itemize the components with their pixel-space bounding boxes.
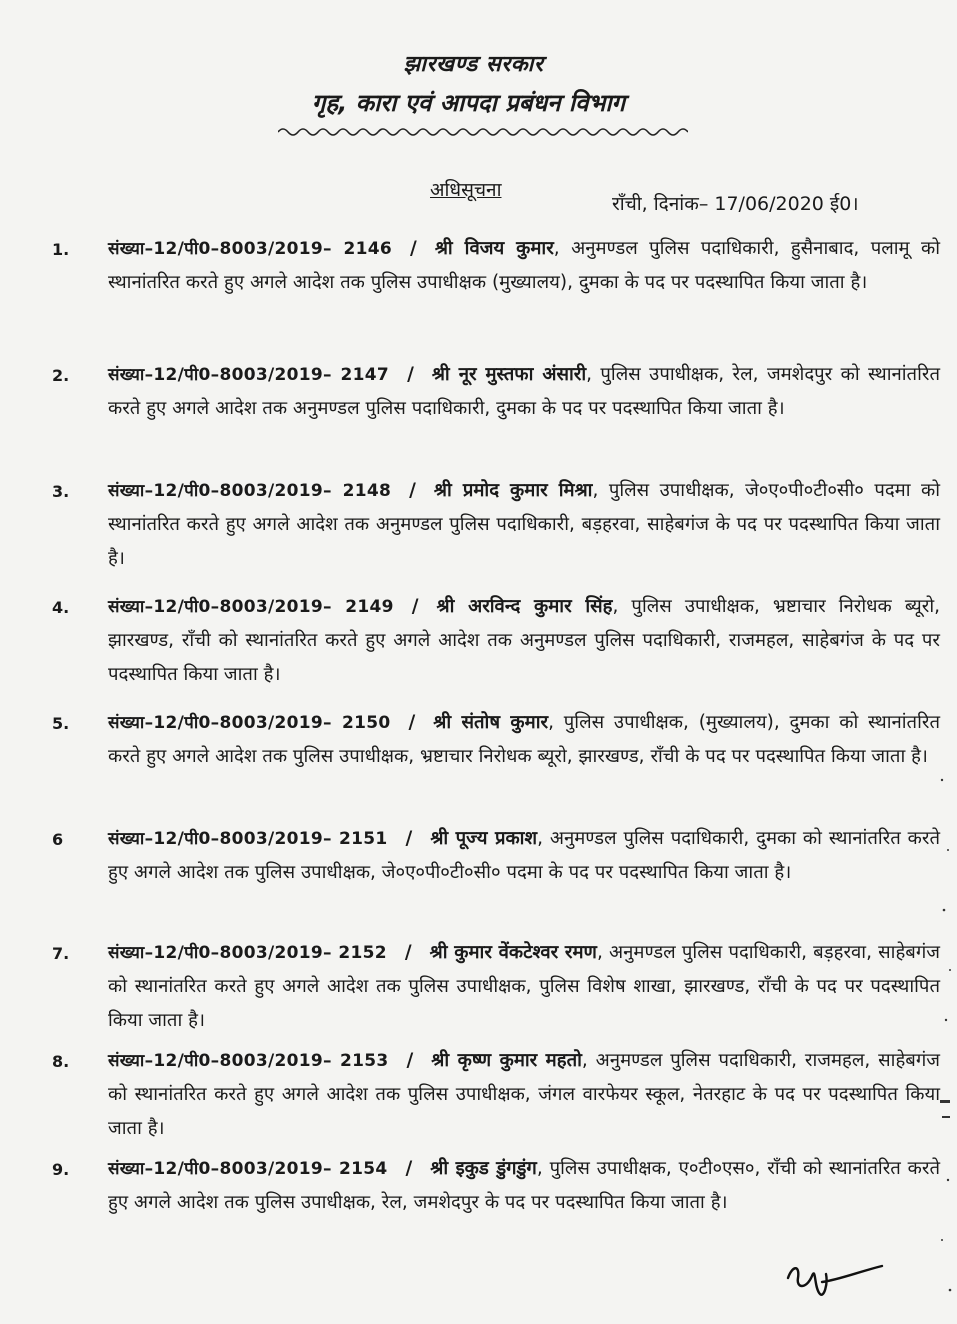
officer-name: श्री विजय कुमार: [434, 238, 554, 259]
signature-mark: [778, 1248, 888, 1308]
item-body: [108, 358, 940, 426]
department-title: गृह, कारा एवं आपदा प्रबंधन विभाग: [311, 89, 626, 117]
item-number: 5.: [52, 714, 70, 733]
separator: /: [404, 942, 412, 963]
officer-name: श्री संतोष कुमार: [433, 712, 549, 733]
separator: /: [411, 596, 419, 617]
order-reference: संख्या–12/पी0–8003/2019– 2151: [108, 829, 388, 849]
order-reference: संख्या–12/पी0–8003/2019– 2148: [108, 481, 392, 501]
item-body: [108, 822, 940, 890]
separator: /: [410, 238, 417, 259]
item-number: 9.: [52, 1160, 70, 1179]
separator: /: [407, 364, 414, 385]
item-body: [108, 1044, 940, 1146]
order-reference: संख्या–12/पी0–8003/2019– 2146: [108, 239, 393, 259]
officer-name: श्री कुमार वेंकटेश्वर रमण: [429, 942, 597, 963]
scan-edge-marks: [936, 760, 956, 1320]
order-text: , अनुमण्डल पुलिस पदाधिकारी, बड़हरवा, साहेबगंज को स्थानांतरित करते हुए अगले आदेश तक पुलिस उपाधीक्षक, पुलिस विशेष शाखा, झारखण्ड, राँची के पद पर पदस्थापित किया जाता है।: [108, 942, 940, 1031]
item-number: 3.: [52, 482, 70, 501]
officer-name: श्री कृष्ण कुमार महतो: [431, 1050, 582, 1071]
order-text: , पुलिस उपाधीक्षक, (मुख्यालय), दुमका को स्थानांतरित करते हुए अगले आदेश तक पुलिस उपाधीक्षक, भ्रष्टाचार निरोधक ब्यूरो, झारखण्ड, राँची के पद पर पदस्थापित किया जाता है।: [108, 712, 940, 767]
item-body: [108, 590, 940, 692]
document-header: [0, 48, 957, 119]
item-number: 1.: [52, 240, 70, 259]
separator: /: [408, 712, 416, 733]
government-title: झारखण्ड सरकार: [403, 52, 544, 77]
order-text: , अनुमण्डल पुलिस पदाधिकारी, हुसैनाबाद, पलामू को स्थानांतरित करते हुए अगले आदेश तक पुलिस उपाधीक्षक (मुख्यालय), दुमका के पद पर पदस्थापित किया जाता है।: [108, 238, 941, 293]
item-number: 8.: [52, 1052, 70, 1071]
notification-heading: अधिसूचना: [430, 179, 502, 201]
order-reference: संख्या–12/पी0–8003/2019– 2149: [108, 597, 394, 617]
order-text: , पुलिस उपाधीक्षक, ए०टी०एस०, राँची को स्थानांतरित करते हुए अगले आदेश तक पुलिस उपाधीक्षक, रेल, जमशेदपुर के पद पर पदस्थापित किया जाता है।: [108, 1158, 941, 1213]
separator: /: [405, 1158, 413, 1179]
item-number: 6: [52, 830, 64, 849]
order-reference: संख्या–12/पी0–8003/2019– 2152: [108, 943, 387, 963]
order-reference: संख्या–12/पी0–8003/2019– 2147: [108, 365, 390, 385]
order-text: , अनुमण्डल पुलिस पदाधिकारी, राजमहल, साहेबगंज को स्थानांतरित करते हुए अगले आदेश तक पुलिस उपाधीक्षक, जंगल वारफेयर स्कूल, नेतरहाट के पद पर पदस्थापित किया जाता है।: [108, 1050, 940, 1139]
order-text: , अनुमण्डल पुलिस पदाधिकारी, दुमका को स्थानांतरित करते हुए अगले आदेश तक पुलिस उपाधीक्षक, जे०ए०पी०टी०सी० पदमा के पद पर पदस्थापित किया जाता है।: [108, 828, 940, 883]
order-reference: संख्या–12/पी0–8003/2019– 2153: [108, 1051, 389, 1071]
notification-date: राँची, दिनांक– 17/06/2020 ई0।: [612, 193, 859, 215]
order-reference: संख्या–12/पी0–8003/2019– 2154: [108, 1159, 388, 1179]
item-body: [108, 474, 940, 576]
item-body: [108, 706, 940, 774]
item-body: [108, 232, 940, 300]
item-body: [108, 1152, 940, 1220]
officer-name: श्री इकुड डुंगडुंग: [430, 1158, 537, 1179]
officer-name: श्री अरविन्द कुमार सिंह: [436, 596, 613, 617]
order-text: , पुलिस उपाधीक्षक, भ्रष्टाचार निरोधक ब्यूरो, झारखण्ड, राँची को स्थानांतरित करते हुए अगले आदेश तक अनुमण्डल पुलिस पदाधिकारी, राजमहल, साहेबगंज के पद पर पदस्थापित किया जाता है।: [108, 596, 941, 685]
wavy-underline-divider: [278, 124, 688, 140]
separator: /: [406, 1050, 414, 1071]
item-body: [108, 936, 940, 1038]
item-number: 2.: [52, 366, 70, 385]
item-number: 4.: [52, 598, 70, 617]
separator: /: [409, 480, 416, 501]
officer-name: श्री पूज्य प्रकाश: [430, 828, 538, 849]
item-number: 7.: [52, 944, 70, 963]
separator: /: [405, 828, 413, 849]
order-text: , पुलिस उपाधीक्षक, रेल, जमशेदपुर को स्थानांतरित करते हुए अगले आदेश तक अनुमण्डल पुलिस पदाधिकारी, दुमका के पद पर पदस्थापित किया जाता है।: [108, 364, 940, 419]
officer-name: श्री प्रमोद कुमार मिश्रा: [433, 480, 593, 501]
order-text: , पुलिस उपाधीक्षक, जे०ए०पी०टी०सी० पदमा को स्थानांतरित करते हुए अगले आदेश तक अनुमण्डल पुलिस पदाधिकारी, बड़हरवा, साहेबगंज के पद पर पदस्थापित किया जाता है।: [108, 480, 940, 569]
officer-name: श्री नूर मुस्तफा अंसारी: [431, 364, 587, 385]
order-reference: संख्या–12/पी0–8003/2019– 2150: [108, 713, 391, 733]
